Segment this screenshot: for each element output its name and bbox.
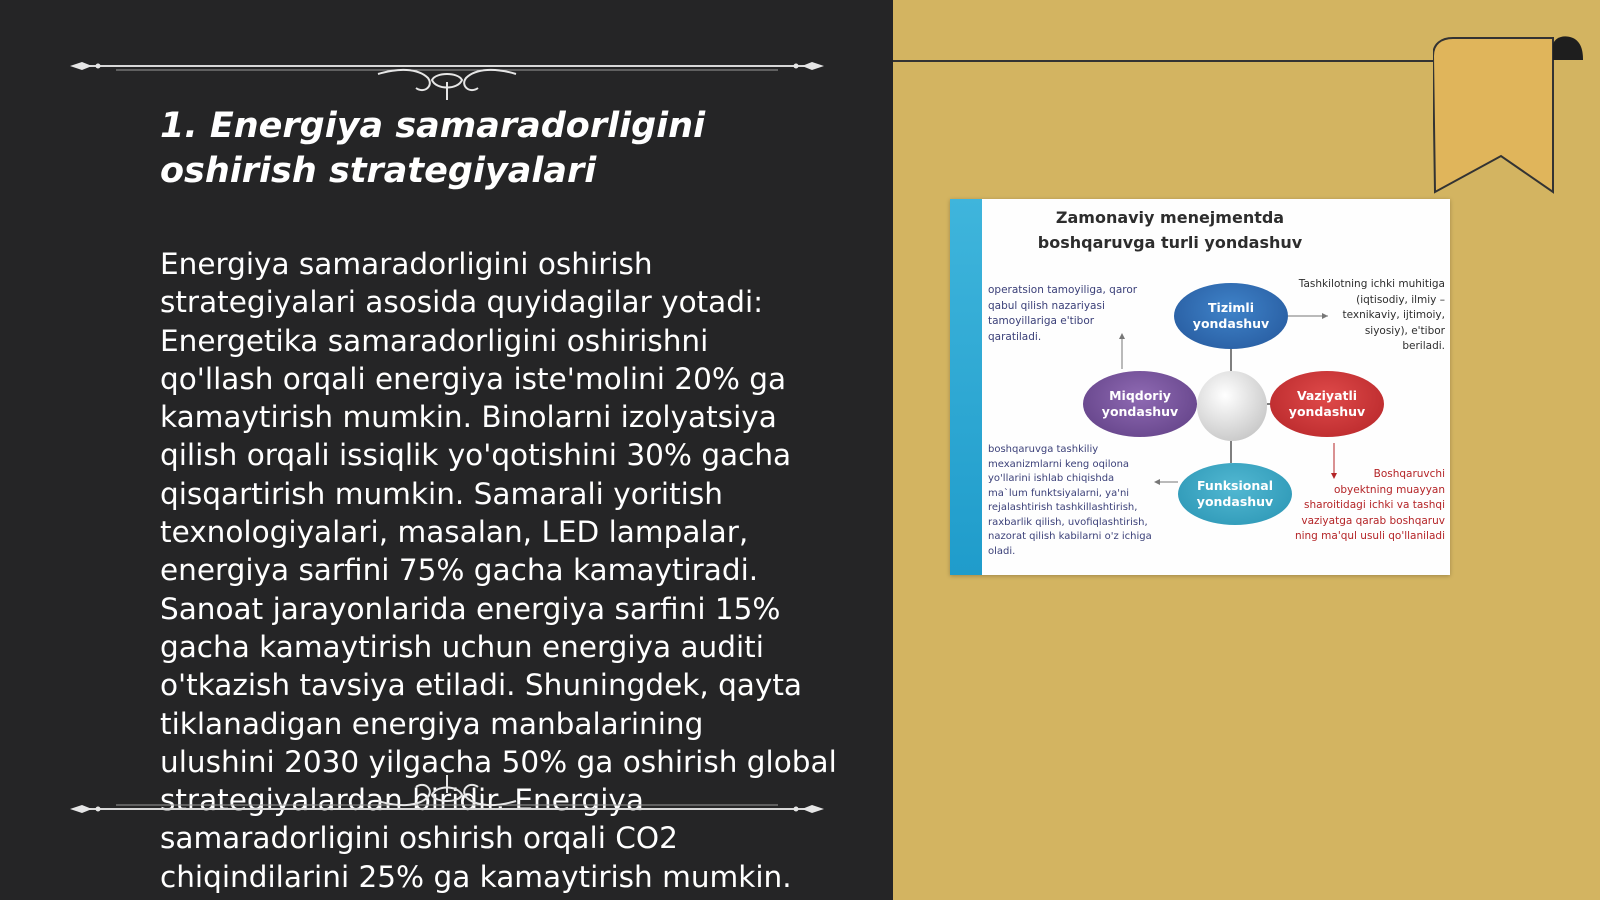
note-internal-environment: Tashkilotning ichki muhitiga (iqtisodiy, ilmiy – texnikaviy, ijtimoiy, siyosiy), e'tibor beriladi.	[1298, 278, 1445, 352]
slide-title: 1. Energiya samaradorligini oshirish strategiyalari	[160, 106, 706, 191]
center-circle	[1197, 371, 1267, 441]
management-approaches-diagram	[950, 199, 1450, 575]
decorative-line	[893, 60, 1438, 62]
bubble-miqdoriy-line-1: Miqdoriy	[1109, 388, 1171, 403]
bubble-vaziyatli-line-2: yondashuv	[1288, 404, 1366, 419]
note-operational: operatsion tamoyiliga, qaror qabul qilish nazariyasi tamoyillariga e'tibor qaratiladi.	[988, 284, 1138, 343]
bubble-miqdoriy	[1083, 371, 1197, 437]
diagram-title-line-2: boshqaruvga turli yondashuv	[1037, 233, 1303, 252]
bubble-funksional	[1178, 463, 1292, 525]
top-ornament-divider	[68, 50, 826, 100]
slide-body-text: Energiya samaradorligini oshirish strategiyalari asosida quyidagilar yotadi: Energetika samaradorligini oshirishni qo'llash orqali energiya iste'molini 20% ga kamaytirish mumkin. Binolarni izolyatsiya qilish orqali issiqlik yo'qotishini 30% gacha qisqartirish mumkin. Samarali yoritish texnologiyalari, masalan, LED lampalar, energiya sarfini 75% gacha kamaytiradi. Sanoat jarayonlarida energiya sarfini 15% gacha kamaytirish uchun energiya auditi o'tkazish tavsiya etiladi. Shuningdek, qayta tiklanadigan energiya manbalarining ulushini 2030 yilgacha 50% ga oshirish global strategiyalardan biridir. Energiya samaradorligini oshirish orqali CO2 chiqindilarini 25% ga kamaytirish mumkin.	[160, 247, 837, 894]
note-functional: boshqaruvga tashkiliy mexanizmlarni keng oqilona yo'llarini ishlab chiqishda ma`lum funktsiyalarni, ya'ni rejalashtirish tashkillashtirish, raxbarlik qilish, uvofiqlashtirish, nazorat qilish kabilarni o'z ichiga oladi.	[988, 444, 1152, 557]
bubble-vaziyatli	[1270, 371, 1384, 437]
bubble-vaziyatli-line-1: Vaziyatli	[1296, 388, 1358, 403]
bubble-tizimli-line-2: yondashuv	[1192, 316, 1270, 331]
bubble-miqdoriy-line-2: yondashuv	[1101, 404, 1179, 419]
bubble-funksional-line-1: Funksional	[1197, 478, 1273, 493]
bubble-funksional-line-2: yondashuv	[1196, 494, 1274, 509]
image-panel	[893, 0, 1600, 900]
bubble-tizimli	[1174, 283, 1288, 349]
diagram-title-line-1: Zamonaviy menejmentda	[1055, 208, 1285, 227]
bookmark-ribbon	[1433, 36, 1600, 196]
note-situational: Boshqaruvchi obyektning muayyan sharoitidagi ichki va tashqi vaziyatga qarab boshqaruv ning ma'qul usuli qo'llaniladi	[1294, 468, 1445, 542]
bottom-ornament-divider	[68, 775, 826, 825]
bubble-tizimli-line-1: Tizimli	[1208, 300, 1254, 315]
